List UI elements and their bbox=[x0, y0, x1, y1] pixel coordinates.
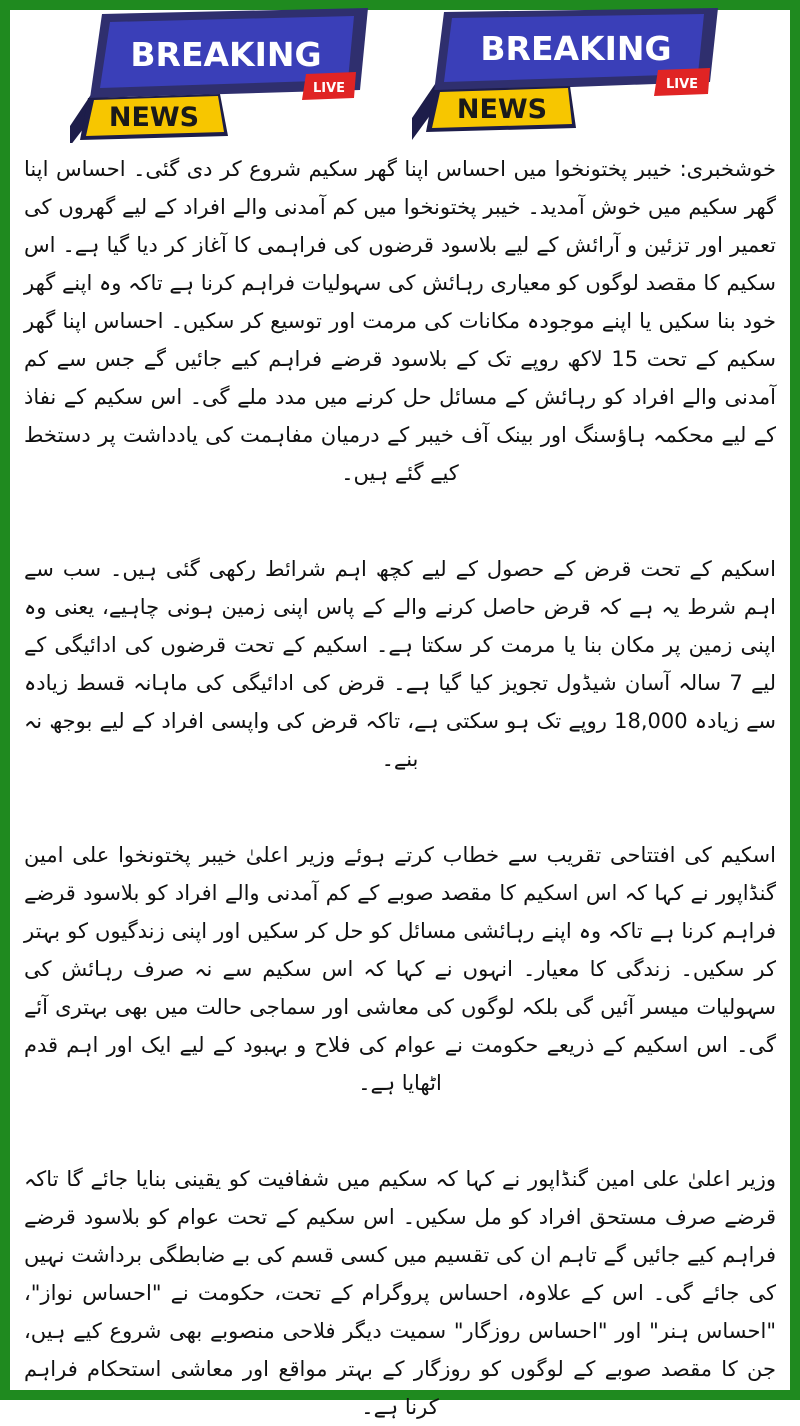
news-label: NEWS bbox=[108, 102, 200, 133]
live-label: LIVE bbox=[665, 77, 699, 92]
breaking-news-graphic bbox=[50, 8, 380, 143]
news-label: NEWS bbox=[456, 94, 548, 125]
breaking-news-graphic bbox=[400, 8, 730, 143]
article-paragraph: خوشخبری: خیبر پختونخوا میں احساس اپنا گھر سکیم شروع کر دی گئی۔ احساس اپنا گھر سکیم میں خوش آمدید۔ خیبر پختونخوا میں کم آمدنی والے افراد کے لیے گھروں کی تعمیر اور تزئین و آرائش کے لیے بلاسود قرضوں کی فراہمی کا آغاز کر دیا گیا ہے۔ اس سکیم کا مقصد لوگوں کو معیاری رہائش کی سہولیات فراہم کرنا ہے تاکہ وہ اپنے گھر خود بنا سکیں یا اپنے موجودہ مکانات کی مرمت اور توسیع کر سکیں۔ احساس اپنا گھر سکیم کے تحت 15 لاکھ روپے تک کے بلاسود قرضے فراہم کیے جائیں گے جس سے کم آمدنی والے افراد کو رہائش کے مسائل حل کرنے میں مدد ملے گی۔ اس سکیم کے نفاذ کے لیے محکمہ ہاؤسنگ اور بینک آف خیبر کے درمیان مفاہمت کی یادداشت پر دستخط کیے گئے ہیں۔ bbox=[24, 157, 777, 485]
breaking-news-banner-right bbox=[400, 8, 730, 143]
breaking-news-banner-left bbox=[50, 8, 380, 143]
article-body bbox=[24, 150, 777, 1419]
breaking-label: BREAKING bbox=[130, 35, 322, 74]
breaking-label: BREAKING bbox=[480, 29, 672, 68]
header-banners bbox=[0, 0, 800, 150]
article-paragraph: اسکیم کے تحت قرض کے حصول کے لیے کچھ اہم شرائط رکھی گئی ہیں۔ سب سے اہم شرط یہ ہے کہ قرض حاصل کرنے والے کے پاس اپنی زمین ہونی چاہیے، یعنی وہ اپنی زمین پر مکان بنا یا مرمت کر سکتا ہے۔ اسکیم کے تحت قرضوں کی ادائیگی کے لیے 7 سالہ آسان شیڈول تجویز کیا گیا ہے۔ قرض کی ادائیگی کی ماہانہ قسط زیادہ سے زیادہ 18,000 روپے تک ہو سکتی ہے، تاکہ قرض کی واپسی افراد کے لیے بوجھ نہ بنے۔ bbox=[24, 557, 777, 771]
live-label: LIVE bbox=[312, 81, 346, 96]
article-paragraph: اسکیم کی افتتاحی تقریب سے خطاب کرتے ہوئے وزیر اعلیٰ خیبر پختونخوا علی امین گنڈاپور نے کہا کہ اس اسکیم کا مقصد صوبے کے کم آمدنی والے افراد کو بلاسود قرضے فراہم کرنا ہے تاکہ وہ اپنے رہائشی مسائل کو حل کر سکیں اور اپنی زندگیوں کو بہتر کر سکیں۔ زندگی کا معیار۔ انہوں نے کہا کہ اس سکیم سے نہ صرف رہائش کی سہولیات میسر آئیں گی بلکہ لوگوں کی معاشی اور سماجی حالت میں بھی بہتری آئے گی۔ اس اسکیم کے ذریعے حکومت نے عوام کی فلاح و بہبود کے لیے ایک اور اہم قدم اٹھایا ہے۔ bbox=[24, 843, 776, 1095]
article-paragraph: وزیر اعلیٰ علی امین گنڈاپور نے کہا کہ سکیم میں شفافیت کو یقینی بنایا جائے گا تاکہ قرضے صرف مستحق افراد کو مل سکیں۔ اس سکیم کے تحت عوام کو بلاسود قرضے فراہم کیے جائیں گے تاہم ان کی تقسیم میں کسی قسم کی بے ضابطگی برداشت نہیں کی جائے گی۔ اس کے علاوہ، احساس پروگرام کے تحت، حکومت نے "احساس نواز"، "احساس ہنر" اور "احساس روزگار" سمیت دیگر فلاحی منصوبے بھی شروع کیے ہیں، جن کا مقصد صوبے کے لوگوں کو روزگار کے بہتر مواقع اور معاشی استحکام فراہم کرنا ہے۔ bbox=[24, 1167, 776, 1419]
